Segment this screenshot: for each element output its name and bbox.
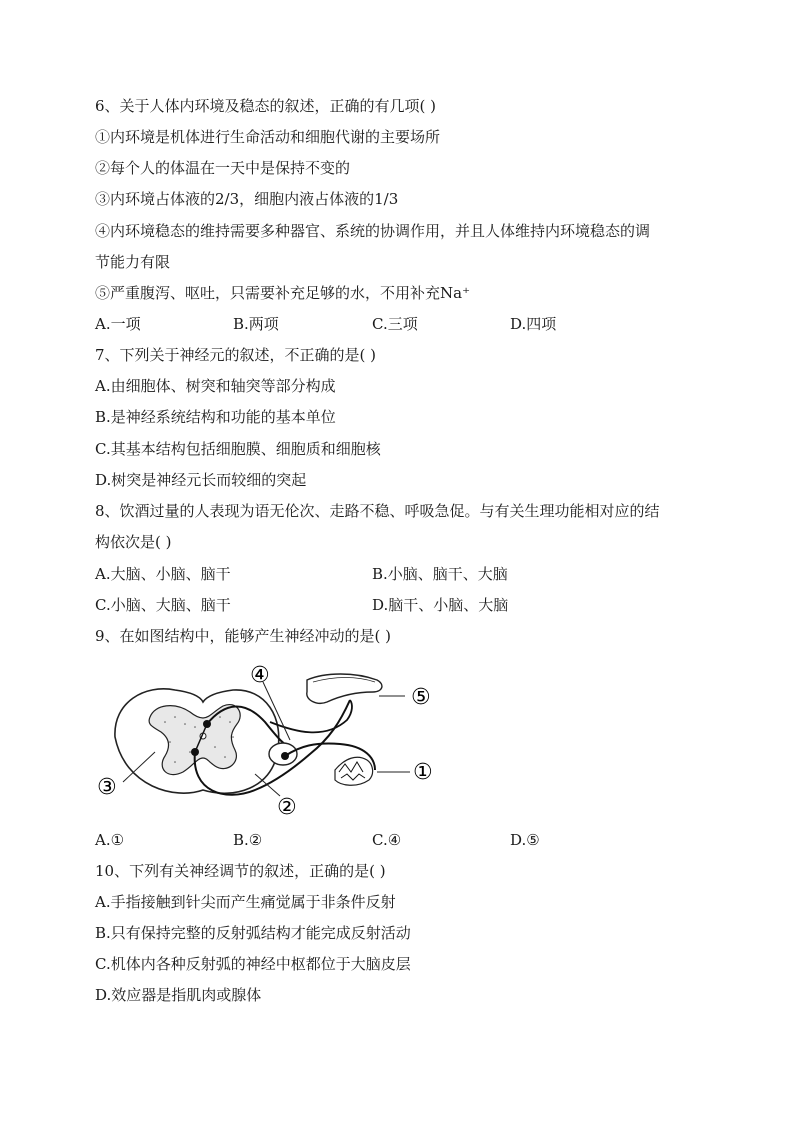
q6-item-4-cont: 节能力有限 [95, 253, 171, 271]
label-line-2 [255, 774, 280, 796]
q10-option-a: A.手指接触到针尖而产生痛觉属于非条件反射 [95, 893, 396, 911]
reflex-arc-figure [95, 662, 445, 822]
q9-option-a: A.① [95, 831, 125, 849]
figure-label-1: ① [413, 760, 433, 785]
q10-option-b: B.只有保持完整的反射弧结构才能完成反射活动 [95, 924, 411, 942]
q6-option-a: A.一项 [95, 315, 141, 333]
reflex-arc-diagram [95, 662, 445, 822]
q10-option-c: C.机体内各种反射弧的神经中枢都位于大脑皮层 [95, 955, 411, 973]
q6-option-d: D.四项 [510, 315, 557, 333]
q6-item-4: ④内环境稳态的维持需要多种器官、系统的协调作用，并且人体维持内环境稳态的调 [95, 222, 651, 240]
q8-option-c: C.小脑、大脑、脑干 [95, 596, 231, 614]
q8-option-a: A.大脑、小脑、脑干 [95, 565, 231, 583]
q7-option-d: D.树突是神经元长而较细的突起 [95, 471, 307, 489]
q6-item-5: ⑤严重腹泻、呕吐，只需要补充足够的水，不用补充Na⁺ [95, 284, 470, 302]
q8-stem-line1: 8、饮酒过量的人表现为语无伦次、走路不稳、呼吸急促。与有关生理功能相对应的结 [95, 502, 660, 520]
q7-option-c: C.其基本结构包括细胞膜、细胞质和细胞核 [95, 440, 381, 458]
label-line-4 [263, 682, 290, 740]
q8-option-d: D.脑干、小脑、大脑 [372, 596, 509, 614]
q8-option-b: B.小脑、脑干、大脑 [372, 565, 508, 583]
q9-option-c: C.④ [372, 831, 402, 849]
q6-item-1: ①内环境是机体进行生命活动和细胞代谢的主要场所 [95, 128, 441, 146]
receptor-skin [335, 757, 373, 785]
q7-option-a: A.由细胞体、树突和轴突等部分构成 [95, 377, 336, 395]
q6-option-c: C.三项 [372, 315, 418, 333]
q6-option-b: B.两项 [233, 315, 279, 333]
effector [307, 674, 382, 703]
q9-stem: 9、在如图结构中，能够产生神经冲动的是( ) [95, 627, 392, 645]
q9-option-b: B.② [233, 831, 263, 849]
q10-option-d: D.效应器是指肌肉或腺体 [95, 986, 262, 1004]
figure-label-4: ④ [250, 663, 270, 688]
q10-stem: 10、下列有关神经调节的叙述，正确的是( ) [95, 862, 386, 880]
figure-label-3: ③ [97, 775, 117, 800]
q9-option-d: D.⑤ [510, 831, 540, 849]
q8-stem-line2: 构依次是( ) [95, 533, 172, 551]
figure-label-2: ② [277, 795, 297, 820]
q6-stem: 6、关于人体内环境及稳态的叙述，正确的有几项( ) [95, 97, 437, 115]
q6-item-2: ②每个人的体温在一天中是保持不变的 [95, 159, 351, 177]
q7-stem: 7、下列关于神经元的叙述，不正确的是( ) [95, 346, 377, 364]
q7-option-b: B.是神经系统结构和功能的基本单位 [95, 408, 336, 426]
figure-label-5: ⑤ [411, 685, 431, 710]
q6-item-3: ③内环境占体液的2/3，细胞内液占体液的1/3 [95, 190, 399, 208]
